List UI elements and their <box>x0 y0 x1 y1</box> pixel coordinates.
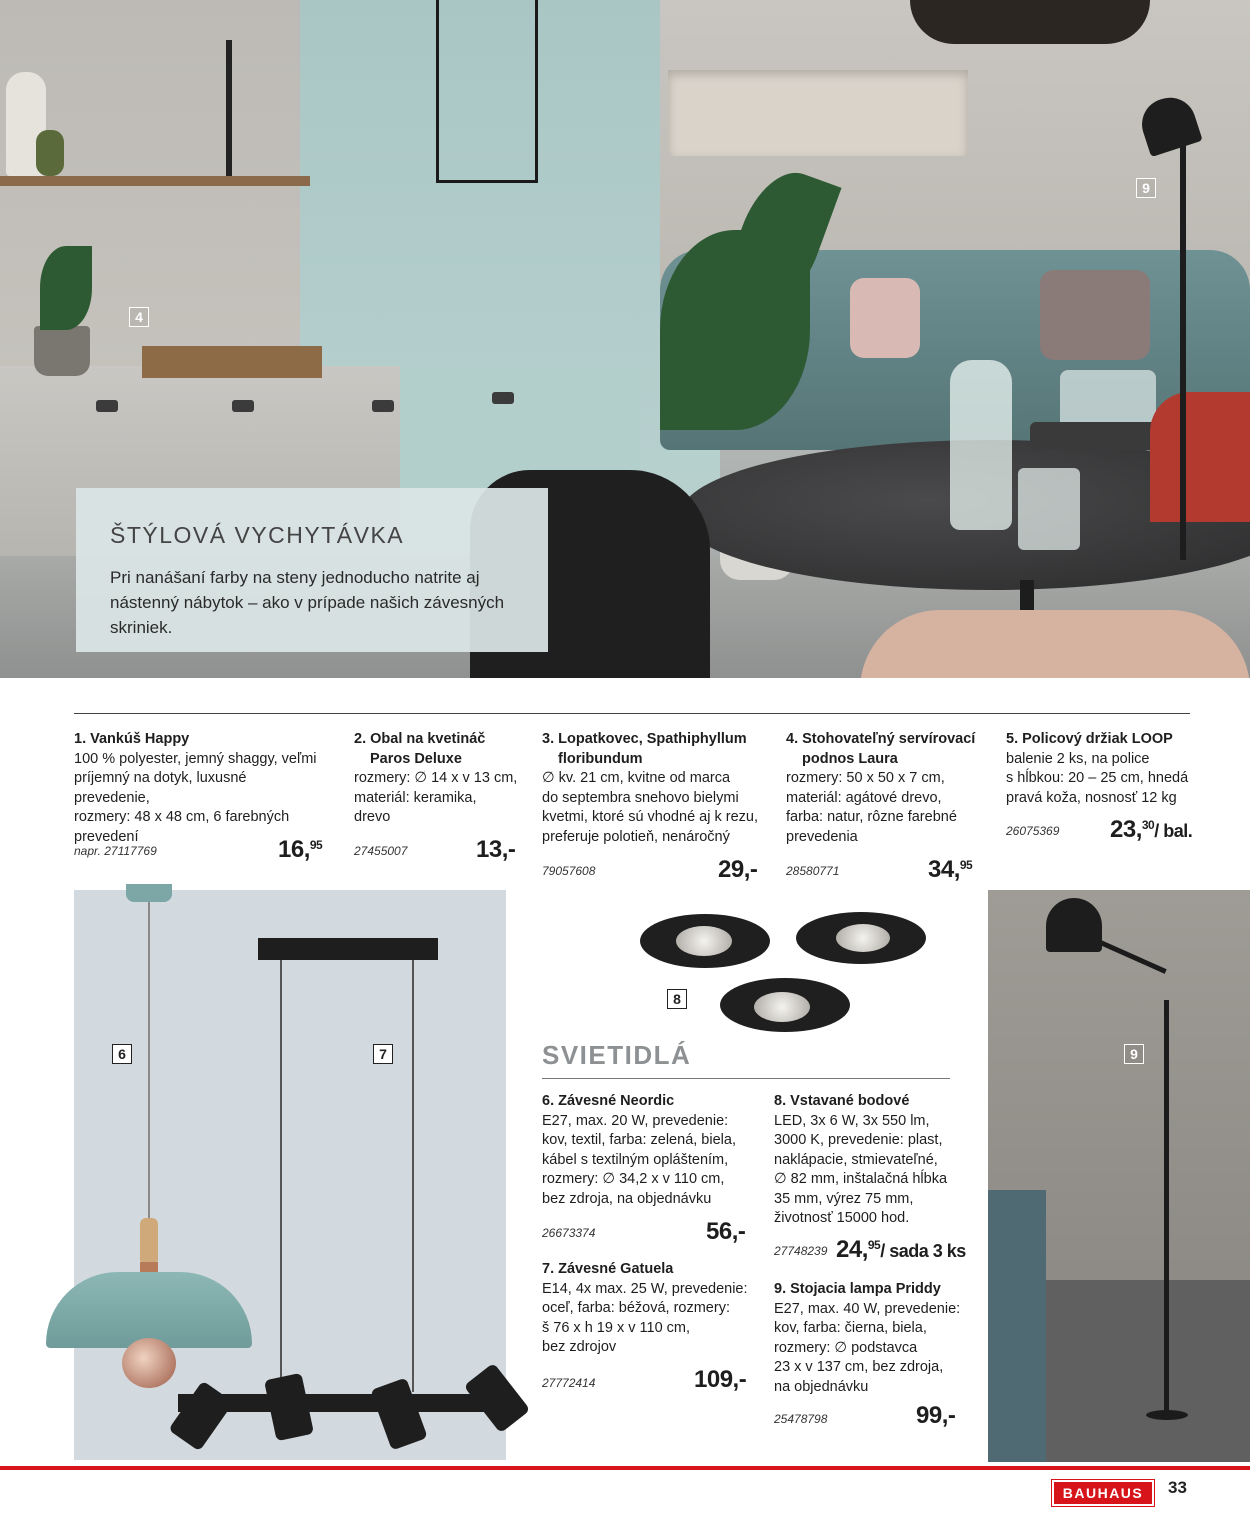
product-code: 25478798 <box>774 1412 828 1426</box>
copper-bulb <box>122 1338 176 1388</box>
product-title: 7. Závesné Gatuela <box>542 1261 674 1277</box>
recessed-spot <box>720 978 850 1032</box>
product-desc-line: bez zdroja, na objednávku <box>542 1190 712 1207</box>
wall-shelf <box>0 176 310 186</box>
product-desc-line: rozmery: ∅ 14 x v 13 cm, <box>354 770 518 786</box>
footer-rule <box>0 1466 1250 1470</box>
product-code: 27455007 <box>354 844 408 858</box>
cabinet-handle <box>232 400 254 412</box>
marker-7: 7 <box>373 1044 393 1064</box>
product-code: 28580771 <box>786 864 840 878</box>
cabinet-handle <box>372 400 394 412</box>
spot-head <box>370 1377 428 1450</box>
product-1 <box>74 730 324 847</box>
product-desc-line: drevo <box>354 809 391 825</box>
price-main: 16, <box>278 836 310 863</box>
wall-niche <box>668 70 968 156</box>
product-3 <box>542 730 772 847</box>
product-price <box>694 1366 746 1394</box>
product-title: 4. Stohovateľný servírovací <box>786 731 976 747</box>
spot-lens <box>676 926 732 956</box>
vase <box>36 130 64 176</box>
marker-4: 4 <box>129 307 149 327</box>
plant <box>40 246 92 330</box>
gatuela-cable <box>412 960 414 1392</box>
product-price <box>278 836 322 864</box>
product-2 <box>354 730 524 828</box>
product-desc-line: E27, max. 20 W, prevedenie: <box>542 1112 729 1129</box>
product-title: 6. Závesné Neordic <box>542 1093 675 1109</box>
price-cents: 95 <box>959 858 973 872</box>
product-title-line2: Paros Deluxe <box>370 750 462 767</box>
candle-holder <box>226 40 232 176</box>
price-cents: 95 <box>309 838 323 852</box>
product-desc-line: kábel s textilným opláštením, <box>542 1151 729 1168</box>
spot-head <box>264 1373 314 1442</box>
tip-box <box>76 488 548 652</box>
page-number: 33 <box>1168 1478 1187 1497</box>
product-code: 27748239 <box>774 1244 828 1258</box>
product-price <box>718 856 757 884</box>
gatuela-cable <box>280 960 282 1392</box>
ceiling-canopy <box>126 884 172 902</box>
product-title: 3. Lopatkovec, Spathiphyllum <box>542 731 747 747</box>
product-desc-line: E27, max. 40 W, prevedenie: <box>774 1300 961 1317</box>
floor-lamp <box>1180 120 1186 560</box>
red-chair <box>1150 392 1250 522</box>
product-desc-line: rozmery: 50 x 50 x 7 cm, <box>786 770 945 786</box>
lamp-head <box>1046 898 1102 952</box>
product-7 <box>542 1260 772 1358</box>
cushion <box>1040 270 1150 360</box>
product-desc-line: oceľ, farba: béžová, rozmery: <box>542 1300 730 1316</box>
product-desc-line: životnosť 15000 hod. <box>774 1210 910 1226</box>
product-desc-line: rozmery: ∅ 34,2 x v 110 cm, <box>542 1171 725 1187</box>
product-6 <box>542 1092 772 1209</box>
product-desc-line: 100 % polyester, jemný shaggy, veľmi <box>74 750 317 767</box>
product-8 <box>774 1092 974 1229</box>
tip-text: Pri nanášaní farby na steny jednoducho natrite aj nástenný nábytok – ako v prípade našich závesných skriniek. <box>110 568 505 637</box>
spot-head <box>168 1381 234 1452</box>
bauhaus-logo: BAUHAUS <box>1052 1480 1154 1506</box>
product-5 <box>1006 730 1196 808</box>
product-desc-line: kov, farba: čierna, biela, <box>774 1320 927 1336</box>
product-desc-line: 23 x v 137 cm, bez zdroja, <box>774 1359 944 1375</box>
product-desc-line: bez zdrojov <box>542 1339 617 1355</box>
price-main: 24, <box>836 1236 868 1263</box>
product-4 <box>786 730 986 847</box>
sofa-arm <box>988 1190 1046 1462</box>
product-desc-line: naklápacie, stmievateľné, <box>774 1151 938 1168</box>
lamp-base <box>1146 1410 1188 1420</box>
glass <box>1018 468 1080 550</box>
product-price <box>916 1402 955 1430</box>
recessed-spot <box>796 912 926 964</box>
product-desc-line: rozmery: 48 x 48 cm, 6 farebných <box>74 809 290 825</box>
price-main: 109,- <box>694 1366 747 1393</box>
marker-9: 9 <box>1124 1044 1144 1064</box>
product-desc-line: ∅ 82 mm, inštalačná hĺbka <box>774 1171 948 1187</box>
cushion <box>850 278 920 358</box>
product-desc-line: preferuje polotieň, nenáročný <box>542 828 730 845</box>
product-desc-line: prevedenia <box>786 828 858 845</box>
product-desc-line: na objednávku <box>774 1378 869 1395</box>
pendant-lamps-photo <box>74 890 506 1460</box>
product-code: napr. 27117769 <box>74 844 157 858</box>
neordic-shade <box>46 1272 252 1348</box>
serving-tray <box>142 346 322 378</box>
product-code: 79057608 <box>542 864 596 878</box>
price-main: 34, <box>928 856 960 883</box>
product-desc-line: prevedení <box>74 828 139 845</box>
marker-9: 9 <box>1136 178 1156 198</box>
price-cents: 30 <box>1141 818 1155 832</box>
product-price <box>476 836 515 864</box>
product-price <box>1110 816 1192 844</box>
pink-chair <box>860 610 1250 678</box>
product-title: 8. Vstavané bodové <box>774 1093 910 1109</box>
divider <box>74 713 1190 714</box>
spot-head <box>464 1363 531 1434</box>
carafe <box>950 360 1012 530</box>
marker-6: 6 <box>112 1044 132 1064</box>
pendant-cable <box>148 902 150 1220</box>
product-desc-line: balenie 2 ks, na police <box>1006 750 1150 767</box>
section-title-lights: SVIETIDLÁ <box>542 1040 692 1070</box>
hero-room-photo <box>0 0 1250 678</box>
product-desc-line: príjemný na dotyk, luxusné prevedenie, <box>74 770 247 806</box>
product-code: 26075369 <box>1006 824 1060 838</box>
floor-lamp-photo <box>988 890 1250 1462</box>
product-desc-line: pravá koža, nosnosť 12 kg <box>1006 789 1177 806</box>
marker-8: 8 <box>667 989 687 1009</box>
plant-pot <box>34 326 90 376</box>
product-desc-line: LED, 3x 6 W, 3x 550 lm, <box>774 1112 930 1129</box>
product-desc-line: materiál: agátové drevo, <box>786 789 942 806</box>
wood-socket <box>140 1218 158 1262</box>
product-price <box>836 1236 966 1264</box>
product-desc-line: ∅ kv. 21 cm, kvitne od marca <box>542 770 731 786</box>
product-desc-line: 35 mm, výrez 75 mm, <box>774 1190 914 1207</box>
product-desc-line: s hĺbkou: 20 – 25 cm, hnedá <box>1006 770 1189 786</box>
pendant-lamp <box>910 0 1150 44</box>
wall-art-frame <box>436 0 538 183</box>
divider <box>542 1078 950 1079</box>
price-main: 23, <box>1110 816 1142 843</box>
product-desc-line: rozmery: ∅ podstavca <box>774 1339 918 1356</box>
price-main: 13,- <box>476 836 516 863</box>
product-code: 27772414 <box>542 1376 596 1390</box>
product-title-line2: podnos Laura <box>802 750 898 767</box>
tip-title: ŠTÝLOVÁ VYCHYTÁVKA <box>110 522 405 548</box>
product-code: 26673374 <box>542 1226 596 1240</box>
cabinet-handle <box>96 400 118 412</box>
spot-lens <box>836 924 890 952</box>
product-price <box>928 856 972 884</box>
price-cents: 95 <box>867 1238 881 1252</box>
product-9 <box>774 1280 974 1397</box>
product-title: 1. Vankúš Happy <box>74 731 190 747</box>
gatuela-canopy <box>258 938 438 960</box>
spot-lens <box>754 992 810 1022</box>
product-desc-line: materiál: keramika, <box>354 789 477 806</box>
product-desc-line: E14, 4x max. 25 W, prevedenie: <box>542 1280 748 1297</box>
product-price <box>706 1218 745 1246</box>
cabinet-handle <box>492 392 514 404</box>
product-title-line2: floribundum <box>558 750 643 767</box>
recessed-spot <box>640 914 770 968</box>
price-main: 99,- <box>916 1402 956 1429</box>
product-desc-line: 3000 K, prevedenie: plast, <box>774 1132 943 1148</box>
product-title: 9. Stojacia lampa Priddy <box>774 1281 941 1297</box>
product-desc-line: kvetmi, ktoré sú vhodné aj k rezu, <box>542 809 758 825</box>
product-desc-line: farba: natur, rôzne farebné <box>786 809 957 825</box>
product-title: 5. Policový držiak LOOP <box>1006 731 1173 747</box>
product-desc-line: kov, textil, farba: zelená, biela, <box>542 1132 736 1148</box>
price-unit: / sada 3 ks <box>880 1241 966 1261</box>
price-main: 56,- <box>706 1218 746 1245</box>
product-desc-line: š 76 x h 19 x v 110 cm, <box>542 1319 691 1336</box>
lamp-pole <box>1164 1000 1169 1420</box>
price-unit: / bal. <box>1154 821 1193 841</box>
product-title: 2. Obal na kvetináč <box>354 731 486 747</box>
price-main: 29,- <box>718 856 758 883</box>
product-desc-line: do septembra snehovo bielymi <box>542 789 739 806</box>
